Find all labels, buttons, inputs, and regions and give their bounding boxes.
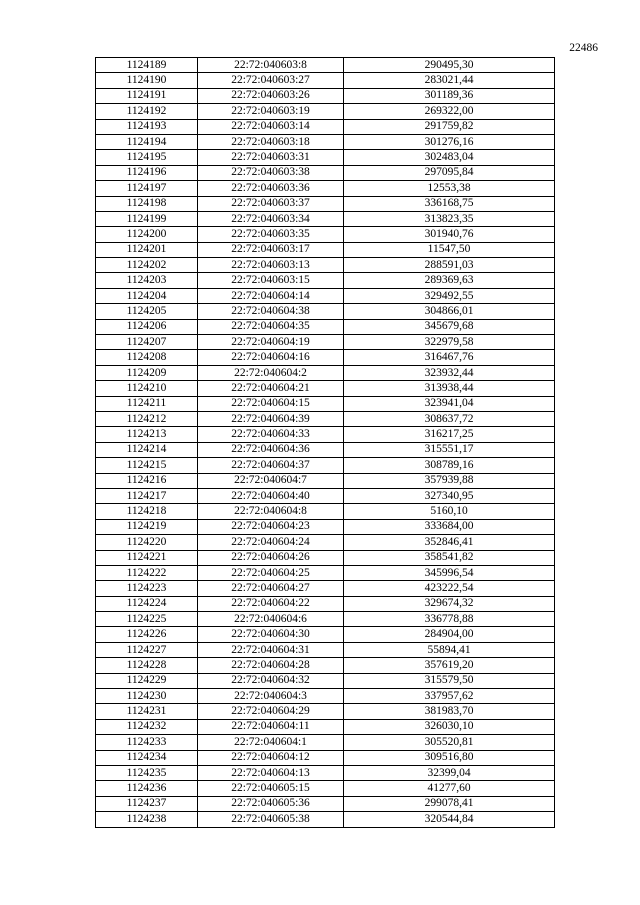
row-number-cell: 1124206 xyxy=(96,319,198,334)
row-number-cell: 1124230 xyxy=(96,689,198,704)
table-row xyxy=(96,488,555,503)
page-number: 22486 xyxy=(569,42,598,54)
cadastral-value-cell: 284904,00 xyxy=(344,627,555,642)
cadastral-number-cell: 22:72:040603:14 xyxy=(198,119,344,134)
cadastral-value-cell: 323932,44 xyxy=(344,365,555,380)
cadastral-number-cell: 22:72:040604:16 xyxy=(198,350,344,365)
cadastral-value-cell: 288591,03 xyxy=(344,258,555,273)
cadastral-number-cell: 22:72:040603:34 xyxy=(198,211,344,226)
cadastral-number-cell: 22:72:040604:40 xyxy=(198,488,344,503)
cadastral-number-cell: 22:72:040604:39 xyxy=(198,411,344,426)
row-number-cell: 1124191 xyxy=(96,88,198,103)
cadastral-value-cell: 304866,01 xyxy=(344,304,555,319)
cadastral-value-cell: 316217,25 xyxy=(344,427,555,442)
table-row xyxy=(96,535,555,550)
row-number-cell: 1124199 xyxy=(96,211,198,226)
cadastral-number-cell: 22:72:040604:7 xyxy=(198,473,344,488)
row-number-cell: 1124216 xyxy=(96,473,198,488)
row-number-cell: 1124209 xyxy=(96,365,198,380)
cadastral-value-cell: 308789,16 xyxy=(344,458,555,473)
table-row xyxy=(96,689,555,704)
table-row xyxy=(96,288,555,303)
cadastral-number-cell: 22:72:040603:26 xyxy=(198,88,344,103)
cadastral-number-cell: 22:72:040603:36 xyxy=(198,181,344,196)
cadastral-value-cell: 309516,80 xyxy=(344,750,555,765)
cadastral-number-cell: 22:72:040604:38 xyxy=(198,304,344,319)
table-row xyxy=(96,458,555,473)
cadastral-number-cell: 22:72:040604:26 xyxy=(198,550,344,565)
row-number-cell: 1124236 xyxy=(96,781,198,796)
table-row xyxy=(96,796,555,811)
row-number-cell: 1124229 xyxy=(96,673,198,688)
cadastral-value-cell: 12553,38 xyxy=(344,181,555,196)
table-row xyxy=(96,88,555,103)
cadastral-value-cell: 301276,16 xyxy=(344,134,555,149)
table-row xyxy=(96,119,555,134)
table-row xyxy=(96,550,555,565)
row-number-cell: 1124210 xyxy=(96,381,198,396)
row-number-cell: 1124203 xyxy=(96,273,198,288)
row-number-cell: 1124189 xyxy=(96,58,198,73)
table-row xyxy=(96,396,555,411)
cadastral-value-cell: 5160,10 xyxy=(344,504,555,519)
cadastral-value-cell: 345996,54 xyxy=(344,565,555,580)
cadastral-value-cell: 381983,70 xyxy=(344,704,555,719)
row-number-cell: 1124192 xyxy=(96,104,198,119)
cadastral-value-cell: 11547,50 xyxy=(344,242,555,257)
cadastral-value-cell: 299078,41 xyxy=(344,796,555,811)
cadastral-value-cell: 322979,58 xyxy=(344,335,555,350)
row-number-cell: 1124218 xyxy=(96,504,198,519)
table-row xyxy=(96,242,555,257)
cadastral-number-cell: 22:72:040604:32 xyxy=(198,673,344,688)
cadastral-number-cell: 22:72:040603:35 xyxy=(198,227,344,242)
cadastral-value-cell: 313938,44 xyxy=(344,381,555,396)
table-row xyxy=(96,781,555,796)
table-row xyxy=(96,750,555,765)
cadastral-value-cell: 313823,35 xyxy=(344,211,555,226)
table-row xyxy=(96,211,555,226)
table-row xyxy=(96,565,555,580)
cadastral-value-cell: 357619,20 xyxy=(344,658,555,673)
row-number-cell: 1124212 xyxy=(96,411,198,426)
table-row xyxy=(96,673,555,688)
cadastral-value-cell: 297095,84 xyxy=(344,165,555,180)
cadastral-value-cell: 352846,41 xyxy=(344,535,555,550)
table-row xyxy=(96,812,555,827)
cadastral-value-cell: 290495,30 xyxy=(344,58,555,73)
row-number-cell: 1124223 xyxy=(96,581,198,596)
row-number-cell: 1124214 xyxy=(96,442,198,457)
cadastral-number-cell: 22:72:040604:33 xyxy=(198,427,344,442)
cadastral-number-cell: 22:72:040604:35 xyxy=(198,319,344,334)
table-row xyxy=(96,227,555,242)
cadastral-number-cell: 22:72:040604:14 xyxy=(198,288,344,303)
cadastral-value-cell: 302483,04 xyxy=(344,150,555,165)
row-number-cell: 1124224 xyxy=(96,596,198,611)
table-row xyxy=(96,58,555,73)
cadastral-number-cell: 22:72:040604:13 xyxy=(198,765,344,780)
row-number-cell: 1124220 xyxy=(96,535,198,550)
cadastral-value-cell: 315551,17 xyxy=(344,442,555,457)
cadastral-value-cell: 333684,00 xyxy=(344,519,555,534)
cadastral-value-cell: 301189,36 xyxy=(344,88,555,103)
table-row xyxy=(96,273,555,288)
table-row xyxy=(96,411,555,426)
cadastral-number-cell: 22:72:040604:31 xyxy=(198,642,344,657)
cadastral-value-cell: 283021,44 xyxy=(344,73,555,88)
row-number-cell: 1124238 xyxy=(96,812,198,827)
cadastral-value-cell: 301940,76 xyxy=(344,227,555,242)
cadastral-value-cell: 329492,55 xyxy=(344,288,555,303)
row-number-cell: 1124190 xyxy=(96,73,198,88)
cadastral-number-cell: 22:72:040604:2 xyxy=(198,365,344,380)
cadastral-value-cell: 423222,54 xyxy=(344,581,555,596)
cadastral-value-cell: 345679,68 xyxy=(344,319,555,334)
row-number-cell: 1124227 xyxy=(96,642,198,657)
table-row xyxy=(96,642,555,657)
table-row xyxy=(96,473,555,488)
table-row xyxy=(96,719,555,734)
table-row xyxy=(96,627,555,642)
cadastral-number-cell: 22:72:040604:8 xyxy=(198,504,344,519)
cadastral-number-cell: 22:72:040604:22 xyxy=(198,596,344,611)
table-row xyxy=(96,181,555,196)
row-number-cell: 1124193 xyxy=(96,119,198,134)
cadastral-number-cell: 22:72:040604:36 xyxy=(198,442,344,457)
table-row xyxy=(96,612,555,627)
cadastral-number-cell: 22:72:040603:37 xyxy=(198,196,344,211)
cadastral-number-cell: 22:72:040603:18 xyxy=(198,134,344,149)
cadastral-value-cell: 329674,32 xyxy=(344,596,555,611)
cadastral-number-cell: 22:72:040604:6 xyxy=(198,612,344,627)
row-number-cell: 1124221 xyxy=(96,550,198,565)
table-row xyxy=(96,73,555,88)
row-number-cell: 1124198 xyxy=(96,196,198,211)
cadastral-number-cell: 22:72:040604:15 xyxy=(198,396,344,411)
table-row xyxy=(96,335,555,350)
cadastral-number-cell: 22:72:040603:8 xyxy=(198,58,344,73)
row-number-cell: 1124234 xyxy=(96,750,198,765)
row-number-cell: 1124196 xyxy=(96,165,198,180)
cadastral-value-cell: 336168,75 xyxy=(344,196,555,211)
table-row xyxy=(96,519,555,534)
row-number-cell: 1124215 xyxy=(96,458,198,473)
row-number-cell: 1124233 xyxy=(96,735,198,750)
cadastral-value-cell: 326030,10 xyxy=(344,719,555,734)
row-number-cell: 1124201 xyxy=(96,242,198,257)
row-number-cell: 1124211 xyxy=(96,396,198,411)
table-row xyxy=(96,134,555,149)
row-number-cell: 1124222 xyxy=(96,565,198,580)
cadastral-value-cell: 358541,82 xyxy=(344,550,555,565)
cadastral-number-cell: 22:72:040604:23 xyxy=(198,519,344,534)
cadastral-value-cell: 32399,04 xyxy=(344,765,555,780)
table-row xyxy=(96,196,555,211)
cadastral-number-cell: 22:72:040604:3 xyxy=(198,689,344,704)
cadastral-number-cell: 22:72:040604:24 xyxy=(198,535,344,550)
cadastral-value-cell: 305520,81 xyxy=(344,735,555,750)
cadastral-number-cell: 22:72:040604:29 xyxy=(198,704,344,719)
cadastral-number-cell: 22:72:040603:31 xyxy=(198,150,344,165)
cadastral-number-cell: 22:72:040604:30 xyxy=(198,627,344,642)
cadastral-number-cell: 22:72:040603:15 xyxy=(198,273,344,288)
cadastral-value-cell: 315579,50 xyxy=(344,673,555,688)
cadastral-number-cell: 22:72:040604:12 xyxy=(198,750,344,765)
cadastral-number-cell: 22:72:040604:25 xyxy=(198,565,344,580)
row-number-cell: 1124235 xyxy=(96,765,198,780)
cadastral-number-cell: 22:72:040603:38 xyxy=(198,165,344,180)
table-body xyxy=(96,58,555,828)
row-number-cell: 1124205 xyxy=(96,304,198,319)
cadastral-value-cell: 337957,62 xyxy=(344,689,555,704)
table-row xyxy=(96,319,555,334)
table-row xyxy=(96,350,555,365)
row-number-cell: 1124208 xyxy=(96,350,198,365)
cadastral-value-cell: 323941,04 xyxy=(344,396,555,411)
cadastral-value-cell: 41277,60 xyxy=(344,781,555,796)
cadastral-value-cell: 55894,41 xyxy=(344,642,555,657)
cadastral-number-cell: 22:72:040604:1 xyxy=(198,735,344,750)
cadastral-value-cell: 327340,95 xyxy=(344,488,555,503)
cadastral-value-cell: 320544,84 xyxy=(344,812,555,827)
row-number-cell: 1124195 xyxy=(96,150,198,165)
cadastral-value-cell: 289369,63 xyxy=(344,273,555,288)
table-row xyxy=(96,165,555,180)
cadastral-number-cell: 22:72:040604:37 xyxy=(198,458,344,473)
row-number-cell: 1124202 xyxy=(96,258,198,273)
row-number-cell: 1124231 xyxy=(96,704,198,719)
row-number-cell: 1124197 xyxy=(96,181,198,196)
table-row xyxy=(96,427,555,442)
cadastral-value-cell: 357939,88 xyxy=(344,473,555,488)
cadastral-value-cell: 269322,00 xyxy=(344,104,555,119)
row-number-cell: 1124217 xyxy=(96,488,198,503)
table-row xyxy=(96,104,555,119)
table-row xyxy=(96,704,555,719)
table-row xyxy=(96,658,555,673)
cadastral-number-cell: 22:72:040605:15 xyxy=(198,781,344,796)
table-row xyxy=(96,504,555,519)
cadastral-number-cell: 22:72:040604:11 xyxy=(198,719,344,734)
table-row xyxy=(96,581,555,596)
table-row xyxy=(96,150,555,165)
cadastral-value-table xyxy=(95,57,555,828)
row-number-cell: 1124204 xyxy=(96,288,198,303)
table-row xyxy=(96,765,555,780)
row-number-cell: 1124207 xyxy=(96,335,198,350)
row-number-cell: 1124237 xyxy=(96,796,198,811)
cadastral-number-cell: 22:72:040603:19 xyxy=(198,104,344,119)
cadastral-number-cell: 22:72:040604:21 xyxy=(198,381,344,396)
cadastral-number-cell: 22:72:040604:19 xyxy=(198,335,344,350)
cadastral-number-cell: 22:72:040603:27 xyxy=(198,73,344,88)
row-number-cell: 1124194 xyxy=(96,134,198,149)
cadastral-value-cell: 336778,88 xyxy=(344,612,555,627)
cadastral-number-cell: 22:72:040604:27 xyxy=(198,581,344,596)
row-number-cell: 1124219 xyxy=(96,519,198,534)
row-number-cell: 1124232 xyxy=(96,719,198,734)
cadastral-value-cell: 291759,82 xyxy=(344,119,555,134)
cadastral-value-cell: 308637,72 xyxy=(344,411,555,426)
row-number-cell: 1124213 xyxy=(96,427,198,442)
table-row xyxy=(96,258,555,273)
row-number-cell: 1124200 xyxy=(96,227,198,242)
table-row xyxy=(96,381,555,396)
cadastral-number-cell: 22:72:040603:17 xyxy=(198,242,344,257)
cadastral-number-cell: 22:72:040605:36 xyxy=(198,796,344,811)
cadastral-number-cell: 22:72:040603:13 xyxy=(198,258,344,273)
table-row xyxy=(96,442,555,457)
table-row xyxy=(96,596,555,611)
row-number-cell: 1124226 xyxy=(96,627,198,642)
cadastral-number-cell: 22:72:040604:28 xyxy=(198,658,344,673)
table-row xyxy=(96,304,555,319)
row-number-cell: 1124228 xyxy=(96,658,198,673)
cadastral-value-cell: 316467,76 xyxy=(344,350,555,365)
row-number-cell: 1124225 xyxy=(96,612,198,627)
table-row xyxy=(96,735,555,750)
cadastral-number-cell: 22:72:040605:38 xyxy=(198,812,344,827)
table-row xyxy=(96,365,555,380)
